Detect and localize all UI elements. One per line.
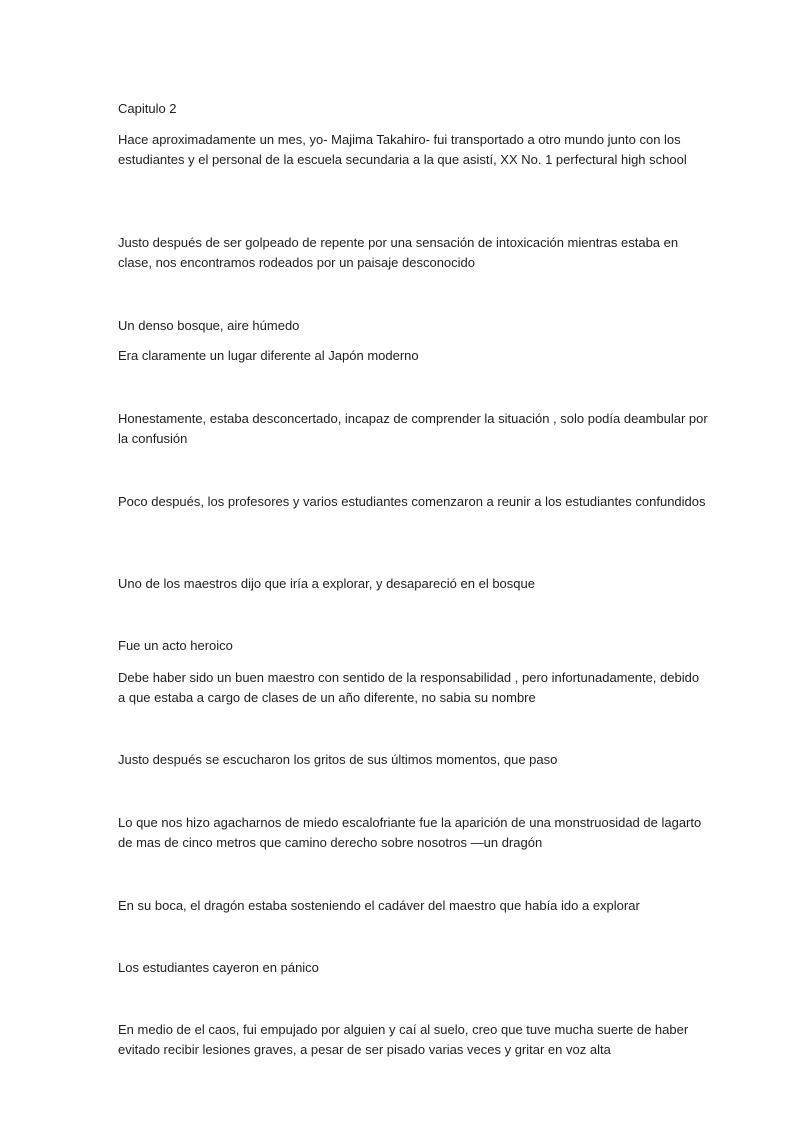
- paragraph-2: Justo después de ser golpeado de repente por una sensación de intoxicación mientras estaba en clase, nos encontramos rodeados por un paisaje desconocido: [118, 235, 679, 270]
- chapter-title: Capitulo 2: [118, 101, 177, 116]
- paragraph-7: Uno de los maestros dijo que iría a explorar, y desapareció en el bosque: [118, 576, 535, 591]
- paragraph-3: Un denso bosque, aire húmedo: [118, 318, 300, 333]
- paragraph-10: Justo después se escucharon los gritos de sus últimos momentos, que paso: [118, 752, 558, 767]
- paragraph-9: Debe haber sido un buen maestro con sentido de la responsabilidad , pero infortunadamente, debido a que estaba a cargo de clases de un año diferente, no sabia su nombre: [118, 670, 700, 705]
- paragraph-5: Honestamente, estaba desconcertado, incapaz de comprender la situación , solo podía deambular por la confusión: [118, 411, 708, 446]
- paragraph-6: Poco después, los profesores y varios estudiantes comenzaron a reunir a los estudiantes confundidos: [118, 494, 706, 509]
- paragraph-12: En su boca, el dragón estaba sosteniendo el cadáver del maestro que había ido a explorar: [118, 898, 640, 913]
- paragraph-11: Lo que nos hizo agacharnos de miedo escalofriante fue la aparición de una monstruosidad de lagarto de mas de cinco metros que camino derecho sobre nosotros —un dragón: [118, 815, 702, 850]
- paragraph-14: En medio de el caos, fui empujado por alguien y caí al suelo, creo que tuve mucha suerte de haber evitado recibir lesiones graves, a pesar de ser pisado varias veces y gritar en voz alta: [118, 1022, 689, 1057]
- paragraph-1: Hace aproximadamente un mes, yo- Majima Takahiro- fui transportado a otro mundo junto con los estudiantes y el personal de la escuela secundaria a la que asistí, XX No. 1 perfectural high school: [118, 132, 687, 167]
- paragraph-13: Los estudiantes cayeron en pánico: [118, 960, 319, 975]
- paragraph-4: Era claramente un lugar diferente al Japón moderno: [118, 348, 419, 363]
- paragraph-8: Fue un acto heroico: [118, 638, 233, 653]
